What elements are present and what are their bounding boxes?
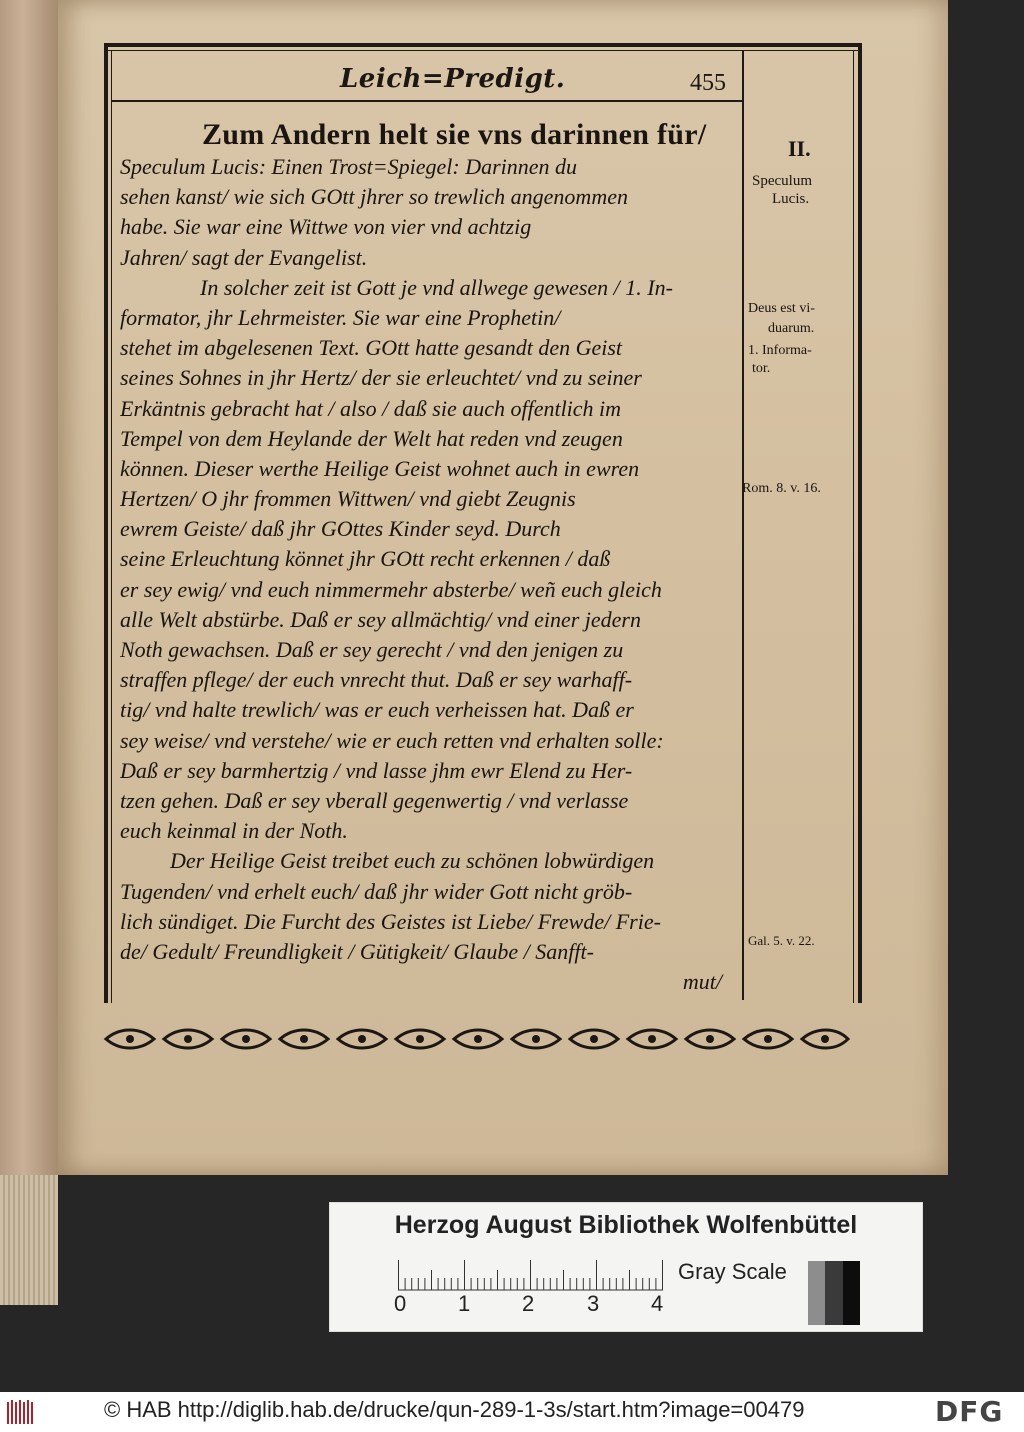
text-line: Speculum Lucis: Einen Trost=Spiegel: Darinnen du	[120, 154, 578, 179]
text-line: Erkäntnis gebracht hat / also / daß sie auch offentlich im	[120, 395, 622, 421]
margin-note-deus-cont: duarum.	[768, 321, 815, 336]
text-line: habe. Sie war eine Wittwe von vier vnd achtzig	[120, 214, 532, 240]
text-line: er sey ewig/ vnd euch nimmermehr absterbe/ weñ euch gleich	[120, 576, 662, 602]
gray-swatches	[790, 1261, 860, 1325]
text-line: alle Welt abstürbe. Daß er sey allmächtig/ vnd einer jedern	[120, 606, 641, 632]
text-line: Jahren/ sagt der Evangelist.	[120, 244, 368, 270]
swatch-dark	[825, 1261, 843, 1325]
frame-rule-top	[104, 43, 862, 47]
text-line: tzen gehen. Daß er sey vberall gegenwertig / vnd verlasse	[120, 787, 629, 813]
text-line: tig/ vnd halte trewlich/ was er euch verheissen hat. Daß er	[120, 697, 634, 723]
margin-note-speculum: Speculum	[752, 173, 812, 189]
text-line: können. Dieser werthe Heilige Geist wohnet auch in ewren	[120, 455, 640, 481]
adjacent-page-edge	[0, 0, 58, 1300]
ruler-label: 0	[394, 1291, 407, 1316]
library-name: Herzog August Bibliothek Wolfenbüttel	[394, 1211, 858, 1239]
ornament-border	[100, 1025, 852, 1053]
text-line: sey weise/ vnd verstehe/ wie er euch retten vnd erhalten solle:	[120, 727, 664, 753]
swatch-light	[790, 1261, 808, 1325]
gray-scale-label: Gray Scale	[678, 1259, 787, 1284]
dfg-logo: DFG	[935, 1395, 1004, 1428]
text-line: straffen pflege/ der euch vnrecht thut. Daß er sey warhaff-	[120, 667, 633, 693]
frame-rule-left-inner	[111, 50, 112, 1003]
text-line: euch keinmal in der Noth.	[120, 818, 348, 844]
ruler-label: 1	[458, 1291, 471, 1316]
text-line: sehen kanst/ wie sich GOtt jhrer so trewlich angenommen	[120, 184, 628, 210]
text-line: ewrem Geiste/ daß jhr GOttes Kinder seyd. Durch	[120, 516, 561, 542]
copyright-url: © HAB http://diglib.hab.de/drucke/qun-289-1-3s/start.htm?image=00479	[104, 1397, 805, 1422]
margin-note-lucis: Lucis.	[772, 191, 810, 207]
margin-note-rom: Rom. 8. v. 16.	[742, 481, 821, 496]
ruler-label: 2	[522, 1291, 535, 1316]
text-line: Tugenden/ vnd erhelt euch/ daß jhr wider Gott nicht gröb-	[120, 878, 633, 904]
text-line: de/ Gedult/ Freundligkeit / Gütigkeit/ Glaube / Sanfft-	[120, 938, 594, 964]
ruler-scale	[398, 1257, 663, 1291]
text-line: seines Sohnes in jhr Hertz/ der sie erleuchtet/ vnd zu seiner	[120, 365, 642, 391]
margin-note-informator: 1. Informa-	[748, 343, 812, 358]
swatch-black	[843, 1261, 860, 1325]
text-line: Hertzen/ O jhr frommen Wittwen/ vnd giebt Zeugnis	[120, 486, 576, 512]
header-rule	[112, 100, 744, 102]
margin-column-rule	[742, 50, 744, 1000]
margin-note-informator-cont: tor.	[752, 361, 771, 376]
text-line: Der Heilige Geist treibet euch zu schönen lobwürdigen	[170, 848, 655, 874]
margin-note-deus: Deus est vi-	[748, 301, 815, 316]
ruler-label: 4	[651, 1291, 664, 1316]
text-line: Noth gewachsen. Daß er sey gerecht / vnd den jenigen zu	[120, 637, 624, 662]
ruler-label: 3	[587, 1291, 600, 1316]
page-number: 455	[690, 70, 726, 96]
frame-rule-top-inner	[104, 50, 862, 51]
frame-rule-right-inner	[853, 50, 854, 1003]
swatch-mid	[808, 1261, 825, 1325]
hab-logo-icon	[6, 1398, 36, 1426]
text-line: formator, jhr Lehrmeister. Sie war eine Prophetin/	[120, 304, 561, 330]
text-line: Daß er sey barmhertzig / vnd lasse jhm ewr Elend zu Her-	[120, 757, 633, 783]
frame-rule-right	[858, 43, 862, 1003]
color-calibration-bar	[330, 1203, 922, 1331]
margin-note-gal: Gal. 5. v. 22.	[748, 933, 815, 948]
text-line: stehet im abgelesenen Text. GOtt hatte gesandt den Geist	[120, 335, 623, 361]
text-line: seine Erleuchtung könnet jhr GOtt recht erkennen / daß	[120, 546, 611, 572]
frame-rule-left	[104, 43, 108, 1003]
footer-bar	[0, 1392, 1024, 1432]
text-line: In solcher zeit ist Gott je vnd allwege gewesen / 1. In-	[200, 274, 673, 300]
body-text	[120, 118, 740, 998]
page-stack-edge	[0, 1175, 58, 1305]
text-line: Zum Andern helt sie vns darinnen für/	[202, 118, 707, 151]
running-head: Leich=Predigt.	[340, 64, 566, 94]
text-line: lich sündiget. Die Furcht des Geistes ist Liebe/ Frewde/ Frie-	[120, 908, 661, 934]
text-line: Tempel von dem Heylande der Welt hat reden vnd zeugen	[120, 425, 623, 451]
margin-note-section-number: II.	[788, 136, 811, 161]
catchword: mut/	[682, 969, 722, 995]
